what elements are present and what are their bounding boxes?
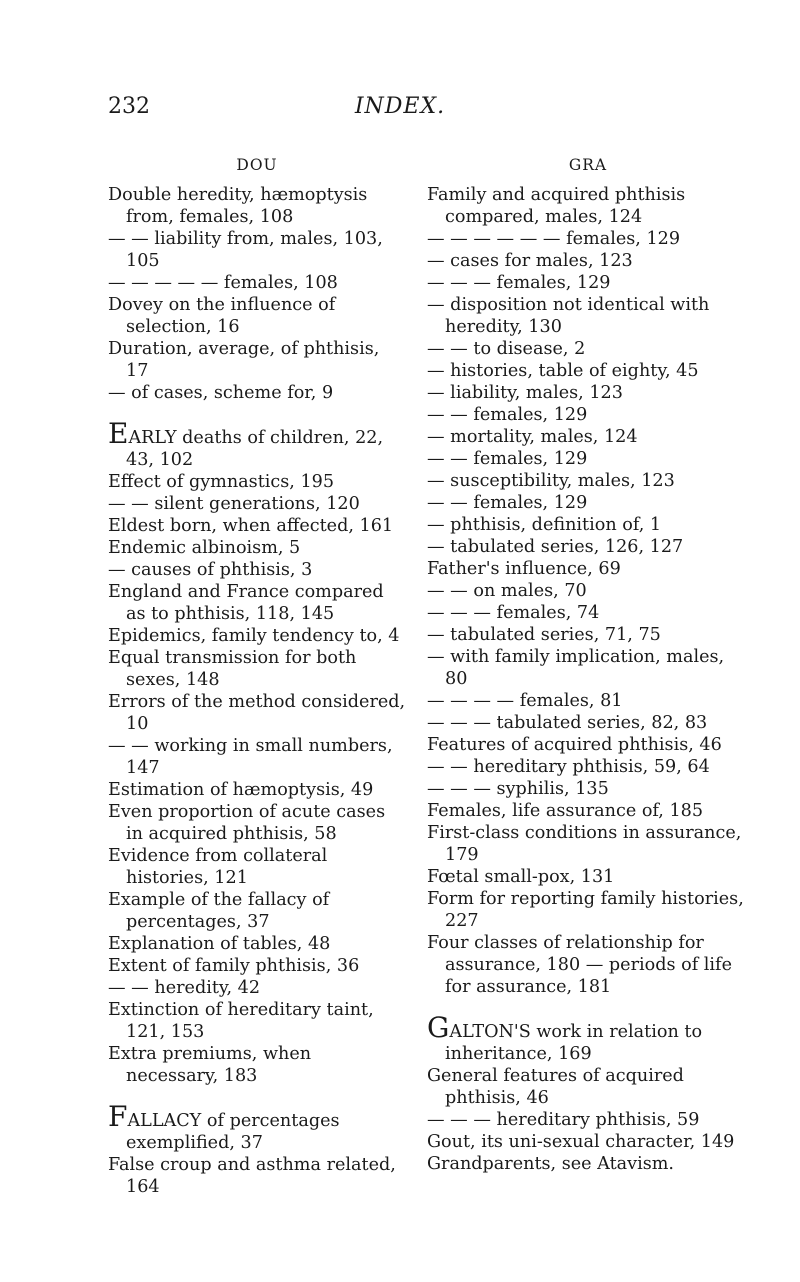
index-entry: — — — hereditary phthisis, 59 xyxy=(427,1110,700,1130)
index-entry: — tabulated series, 126, 127 xyxy=(427,537,684,557)
index-entry: — — working in small numbers, 147 xyxy=(108,736,393,778)
right-column xyxy=(427,154,749,1175)
index-entry: — — on males, 70 xyxy=(427,581,587,601)
index-entry: — — females, 129 xyxy=(427,405,588,425)
index-entry: First-class conditions in assurance, 179 xyxy=(427,823,742,865)
index-entry: — causes of phthisis, 3 xyxy=(108,560,313,580)
index-entry: Example of the fallacy of percentages, 37 xyxy=(108,890,330,932)
index-entry: EARLY deaths of children, 22, 43, 102 xyxy=(108,417,384,470)
index-entry: — — hereditary phthisis, 59, 64 xyxy=(427,757,710,777)
index-entry: Gout, its uni-sexual character, 149 xyxy=(427,1132,735,1152)
page-header xyxy=(108,94,692,124)
index-entry: — — — tabulated series, 82, 83 xyxy=(427,713,708,733)
index-entry: Even proportion of acute cases in acquired phthisis, 58 xyxy=(108,802,386,844)
index-entry: Grandparents, see Atavism. xyxy=(427,1154,675,1174)
index-entry: — liability, males, 123 xyxy=(427,383,623,403)
index-entry: — — — syphilis, 135 xyxy=(427,779,609,799)
page-number: 232 xyxy=(108,94,150,119)
index-entry: — — silent generations, 120 xyxy=(108,494,360,514)
index-entry: — with family implication, males, 80 xyxy=(427,647,725,689)
index-entry: — histories, table of eighty, 45 xyxy=(427,361,699,381)
index-entry: Eldest born, when affected, 161 xyxy=(108,516,394,536)
index-entry: Dovey on the influence of selection, 16 xyxy=(108,295,336,337)
index-entry: Extra premiums, when necessary, 183 xyxy=(108,1044,312,1086)
drop-cap: E xyxy=(108,417,129,450)
column-heading: GRA xyxy=(568,156,608,174)
index-entry: Fœtal small-pox, 131 xyxy=(427,867,615,887)
index-entry: FALLACY of percentages exemplified, 37 xyxy=(108,1100,340,1153)
index-entry: Double heredity, hæmoptysis from, females, 108 xyxy=(108,185,368,227)
index-entry: Errors of the method considered, 10 xyxy=(108,692,406,734)
column-heading: DOU xyxy=(236,156,278,174)
left-column xyxy=(108,154,406,1198)
index-entry: Four classes of relationship for assurance, 180 — periods of life for assurance, 181 xyxy=(427,933,732,997)
index-entry: General features of acquired phthisis, 46 xyxy=(427,1066,684,1108)
index-entry: — — to disease, 2 xyxy=(427,339,586,359)
index-entry: Explanation of tables, 48 xyxy=(108,934,331,954)
index-entry: Father's influence, 69 xyxy=(427,559,621,579)
index-entry: Epidemics, family tendency to, 4 xyxy=(108,626,400,646)
index-entry: — susceptibility, males, 123 xyxy=(427,471,675,491)
index-entry: Form for reporting family histories, 227 xyxy=(427,889,744,931)
index-entry: — — — — — — females, 129 xyxy=(427,229,681,249)
index-entry: — tabulated series, 71, 75 xyxy=(427,625,661,645)
index-entry: — phthisis, definition of, 1 xyxy=(427,515,662,535)
index-entry: Extent of family phthisis, 36 xyxy=(108,956,360,976)
index-entry: — — heredity, 42 xyxy=(108,978,261,998)
index-entry: Females, life assurance of, 185 xyxy=(427,801,704,821)
index-entry: — disposition not identical with heredity, 130 xyxy=(427,295,710,337)
index-entry: — — females, 129 xyxy=(427,449,588,469)
index-entry: — mortality, males, 124 xyxy=(427,427,638,447)
index-entry: GALTON'S work in relation to inheritance, 169 xyxy=(427,1011,703,1064)
index-entry: Evidence from collateral histories, 121 xyxy=(108,846,328,888)
index-entry: Extinction of hereditary taint, 121, 153 xyxy=(108,1000,374,1042)
index-entry: Endemic albinoism, 5 xyxy=(108,538,301,558)
index-entry: England and France compared as to phthisis, 118, 145 xyxy=(108,582,384,624)
index-entry: — — — — females, 81 xyxy=(427,691,623,711)
index-entry: Effect of gymnastics, 195 xyxy=(108,472,335,492)
index-entry: Equal transmission for both sexes, 148 xyxy=(108,648,357,690)
running-title: INDEX. xyxy=(354,94,446,119)
index-entry: False croup and asthma related, 164 xyxy=(108,1155,396,1197)
index-entry: Duration, average, of phthisis, 17 xyxy=(108,339,380,381)
index-entry: — — — females, 74 xyxy=(427,603,600,623)
drop-cap: G xyxy=(427,1011,450,1044)
index-entry: — cases for males, 123 xyxy=(427,251,633,271)
index-entry: — — — females, 129 xyxy=(427,273,611,293)
index-entry: Family and acquired phthisis compared, males, 124 xyxy=(427,185,686,227)
index-entry: Features of acquired phthisis, 46 xyxy=(427,735,722,755)
index-entry: — — — — — females, 108 xyxy=(108,273,338,293)
drop-cap: F xyxy=(108,1100,128,1133)
index-entry: — of cases, scheme for, 9 xyxy=(108,383,334,403)
index-entry: Estimation of hæmoptysis, 49 xyxy=(108,780,374,800)
index-entry: — — females, 129 xyxy=(427,493,588,513)
index-entry: — — liability from, males, 103, 105 xyxy=(108,229,383,271)
